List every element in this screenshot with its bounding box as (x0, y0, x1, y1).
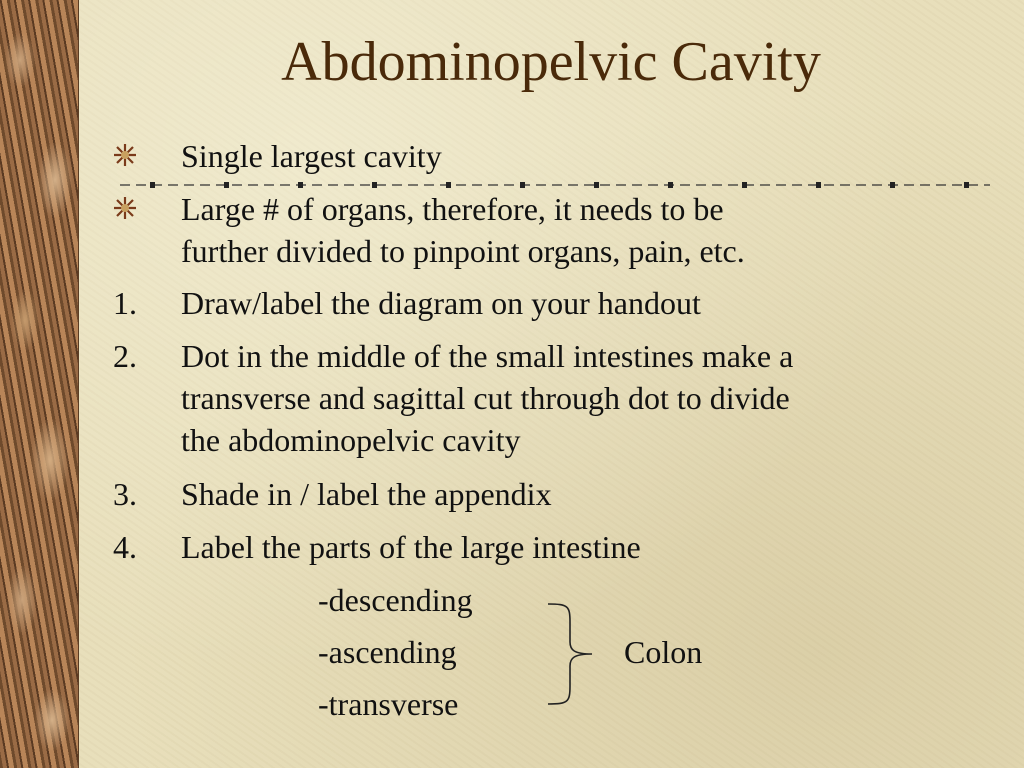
list-item-text: Label the parts of the large intestine (181, 529, 641, 565)
curly-brace-icon (540, 598, 600, 710)
sub-item: -transverse (318, 686, 459, 722)
slide-title: Abdominopelvic Cavity (281, 31, 821, 93)
sub-item: -ascending (318, 634, 457, 670)
list-number: 2. (113, 338, 137, 374)
list-item-text: transverse and sagittal cut through dot to divide (181, 380, 790, 416)
sunburst-bullet-icon (112, 195, 138, 221)
list-item-text: Shade in / label the appendix (181, 476, 552, 512)
list-item-text: Dot in the middle of the small intestines make a (181, 338, 794, 374)
list-number: 4. (113, 529, 137, 565)
list-number: 1. (113, 285, 137, 321)
list-item-text: Draw/label the diagram on your handout (181, 285, 701, 321)
list-item-text: the abdominopelvic cavity (181, 422, 521, 458)
marble-border-strip (0, 0, 79, 768)
brace-label: Colon (624, 634, 703, 670)
bullet-text: Large # of organs, therefore, it needs to be (181, 191, 724, 227)
list-number: 3. (113, 476, 137, 512)
sunburst-bullet-icon (112, 142, 138, 168)
sub-item: -descending (318, 582, 473, 618)
bullet-text: further divided to pinpoint organs, pain, etc. (181, 233, 745, 269)
bullet-text: Single largest cavity (181, 138, 442, 174)
